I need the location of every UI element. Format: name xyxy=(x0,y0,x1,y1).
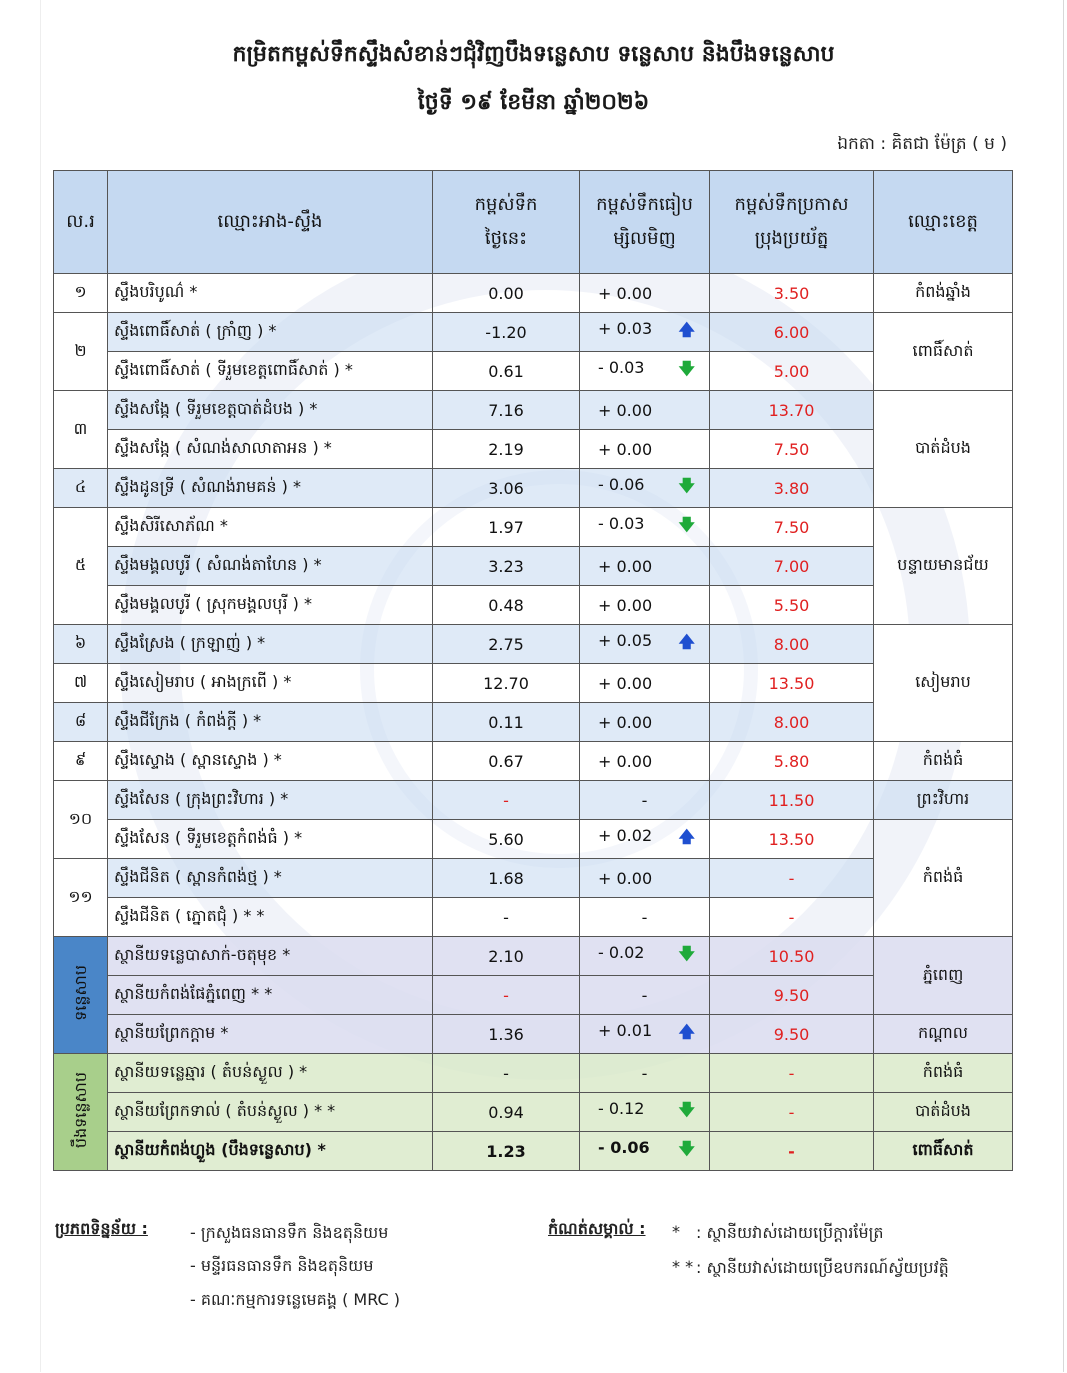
table-row xyxy=(54,1054,1013,1093)
tonle-sap-group-label: ទន្លេសាប xyxy=(54,937,108,1054)
group-no: ៥ xyxy=(54,508,108,625)
province-name: ភ្នំពេញ xyxy=(874,937,1013,1015)
alert-level: 9.50 xyxy=(710,1015,874,1054)
water-level-table xyxy=(53,170,1013,1171)
station-name: ស្ថានីយកំពង់ផែភ្នំពេញ * * xyxy=(108,976,433,1015)
alert-level: - xyxy=(710,898,874,937)
table-row xyxy=(54,898,1013,937)
table-row xyxy=(54,274,1013,313)
alert-level: 13.70 xyxy=(710,391,874,430)
alert-level: 7.50 xyxy=(710,430,874,469)
arrow-up-icon: 🡅 xyxy=(678,319,695,339)
table-row xyxy=(54,703,1013,742)
level-today: 2.19 xyxy=(433,430,580,469)
station-name: ស្ថានីយព្រែកទាល់ ( តំបន់ស្ងួល ) * * xyxy=(108,1093,433,1132)
level-change: - 0.12 🡇 xyxy=(580,1093,710,1132)
station-name: ស្ទឹងស្រែង ( ក្រឡាញ់ ) * xyxy=(108,625,433,664)
level-today: - xyxy=(433,781,580,820)
level-today: 1.23 xyxy=(433,1132,580,1171)
alert-level: 9.50 xyxy=(710,976,874,1015)
level-change: + 0.00 xyxy=(580,859,710,898)
source-item: - ក្រសួងធនធានទឹក និងឧតុនិយម xyxy=(190,1223,389,1242)
alert-level: 3.80 xyxy=(710,469,874,508)
level-today: 1.97 xyxy=(433,508,580,547)
station-name: ស្ទឹងសិរីសោភ័ណ * xyxy=(108,508,433,547)
alert-level: 6.00 xyxy=(710,313,874,352)
arrow-down-icon: 🡇 xyxy=(678,943,695,963)
level-today: -1.20 xyxy=(433,313,580,352)
level-today: 0.00 xyxy=(433,274,580,313)
table-row xyxy=(54,469,1013,508)
table-row xyxy=(54,547,1013,586)
station-name: ស្ថានីយទន្លេឆ្មារ ( តំបន់ស្ងួល ) * xyxy=(108,1054,433,1093)
group-no: ៩ xyxy=(54,742,108,781)
level-change: + 0.00 xyxy=(580,430,710,469)
province-name: បន្ទាយមានជ័យ xyxy=(874,508,1013,625)
level-change: - 0.06 🡇 xyxy=(580,1132,710,1171)
header-change: កម្ពស់ទឹកធៀប ម្សិលមិញ xyxy=(580,171,710,274)
province-name: ពោធិ៍សាត់ xyxy=(874,313,1013,391)
document-date: ថ្ងៃទី ១៩ ខែមីនា ឆ្នាំ២០២៦ xyxy=(417,90,650,115)
table-row xyxy=(54,1093,1013,1132)
province-name: កំពង់ធំ xyxy=(874,742,1013,781)
level-today: 2.75 xyxy=(433,625,580,664)
province-name: កំពង់ឆ្នាំង xyxy=(874,274,1013,313)
table-row xyxy=(54,664,1013,703)
level-today: 2.10 xyxy=(433,937,580,976)
alert-level: - xyxy=(710,1054,874,1093)
level-today: 12.70 xyxy=(433,664,580,703)
province-name: ព្រះវិហារ xyxy=(874,781,1013,820)
level-today: 1.36 xyxy=(433,1015,580,1054)
group-no: ៣ xyxy=(54,391,108,469)
alert-level: 5.80 xyxy=(710,742,874,781)
note-mark: * xyxy=(672,1222,680,1241)
level-today: 0.67 xyxy=(433,742,580,781)
note-text: : ស្ថានីយវាស់ដោយប្រើឧបករណ៍ស្វ័យប្រវត្តិ xyxy=(696,1258,949,1277)
alert-level: - xyxy=(710,859,874,898)
alert-level: - xyxy=(710,1093,874,1132)
note-mark: * * xyxy=(672,1257,694,1276)
alert-level: 8.00 xyxy=(710,625,874,664)
alert-level: 8.00 xyxy=(710,703,874,742)
arrow-down-icon: 🡇 xyxy=(678,475,695,495)
table-row xyxy=(54,859,1013,898)
level-change: - xyxy=(580,1054,710,1093)
header-province: ឈ្មោះខេត្ត xyxy=(874,171,1013,274)
level-change: + 0.00 xyxy=(580,664,710,703)
table-header-row xyxy=(54,171,1013,274)
level-today: - xyxy=(433,976,580,1015)
table-row xyxy=(54,820,1013,859)
group-no: ១ xyxy=(54,274,108,313)
group-no: ១០ xyxy=(54,781,108,859)
level-change: + 0.00 xyxy=(580,547,710,586)
level-change: + 0.00 xyxy=(580,742,710,781)
level-change: - 0.03 🡇 xyxy=(580,352,710,391)
province-name: បាត់ដំបង xyxy=(874,391,1013,508)
level-today: 0.48 xyxy=(433,586,580,625)
station-name: ស្ថានីយព្រែកក្ដាម * xyxy=(108,1015,433,1054)
table-row xyxy=(54,313,1013,352)
group-no: ១១ xyxy=(54,859,108,937)
group-no: ៤ xyxy=(54,469,108,508)
level-today: - xyxy=(433,1054,580,1093)
alert-level: - xyxy=(710,1132,874,1171)
station-name: ស្ទឹងពោធិ៍សាត់ ( ទីរួមខេត្តពោធិ៍សាត់ ) * xyxy=(108,352,433,391)
station-name: ស្ទឹងមង្គលបូរី ( សំណង់តាហែន ) * xyxy=(108,547,433,586)
station-name: ស្ទឹងបរិបូណ៌ * xyxy=(108,274,433,313)
alert-level: 13.50 xyxy=(710,820,874,859)
province-name: កំពង់ធំ xyxy=(874,820,1013,937)
alert-level: 5.50 xyxy=(710,586,874,625)
alert-level: 11.50 xyxy=(710,781,874,820)
table-row xyxy=(54,781,1013,820)
level-change: - xyxy=(580,976,710,1015)
table-row xyxy=(54,586,1013,625)
unit-label: ឯកតា : គិតជា ម៉ែត្រ ( ម ) xyxy=(837,134,1007,154)
station-name: ស្ទឹងសង្កែ ( សំណង់សាលាតាអន ) * xyxy=(108,430,433,469)
level-today: 1.68 xyxy=(433,859,580,898)
table-row xyxy=(54,625,1013,664)
table-row xyxy=(54,976,1013,1015)
arrow-up-icon: 🡅 xyxy=(678,1021,695,1041)
note-text: : ស្ថានីយវាស់ដោយប្រើក្ដារម៉ែត្រ xyxy=(696,1223,884,1242)
level-change: - xyxy=(580,781,710,820)
table-row xyxy=(54,352,1013,391)
province-name: បាត់ដំបង xyxy=(874,1093,1013,1132)
level-today: - xyxy=(433,898,580,937)
level-change: - xyxy=(580,898,710,937)
header-alert: កម្ពស់ទឹកប្រកាស ប្រុងប្រយ័ត្ន xyxy=(710,171,874,274)
table-row xyxy=(54,742,1013,781)
station-name: ស្ទឹងសែន ( ក្រុងព្រះវិហារ ) * xyxy=(108,781,433,820)
table-row xyxy=(54,1132,1013,1171)
level-change: + 0.00 xyxy=(580,586,710,625)
alert-level: 7.50 xyxy=(710,508,874,547)
station-name: ស្ទឹងពោធិ៍សាត់ ( ក្រាំញ ) * xyxy=(108,313,433,352)
station-name: ស្ទឹងសែន ( ទីរួមខេត្តកំពង់ធំ ) * xyxy=(108,820,433,859)
level-today: 0.94 xyxy=(433,1093,580,1132)
level-today: 0.61 xyxy=(433,352,580,391)
level-change: - 0.06 🡇 xyxy=(580,469,710,508)
alert-level: 7.00 xyxy=(710,547,874,586)
alert-level: 13.50 xyxy=(710,664,874,703)
station-name: ស្ទឹងស្ទោង ( ស្ពានស្ទោង ) * xyxy=(108,742,433,781)
arrow-up-icon: 🡅 xyxy=(678,826,695,846)
level-change: + 0.00 xyxy=(580,703,710,742)
station-name: ស្ថានីយកំពង់ហ្លួង (បឹងទន្លេសាប) * xyxy=(108,1132,433,1171)
table-row xyxy=(54,1015,1013,1054)
group-no: ៨ xyxy=(54,703,108,742)
level-change: + 0.01 🡅 xyxy=(580,1015,710,1054)
arrow-down-icon: 🡇 xyxy=(678,514,695,534)
station-name: ស្ទឹងជីក្រែង ( កំពង់ក្ដី ) * xyxy=(108,703,433,742)
group-no: ៧ xyxy=(54,664,108,703)
source-item: - គណៈកម្មការទន្លេមេគង្គ ( MRC ) xyxy=(190,1290,401,1309)
province-name: កណ្ដាល xyxy=(874,1015,1013,1054)
alert-level: 3.50 xyxy=(710,274,874,313)
level-today: 5.60 xyxy=(433,820,580,859)
header-name: ឈ្មោះអាង-ស្ទឹង xyxy=(108,171,433,274)
lake-group-label: បឹងទន្លេសាប xyxy=(54,1054,108,1171)
source-label: ប្រភពទិន្នន័យ : xyxy=(55,1219,148,1238)
province-name: កំពង់ធំ xyxy=(874,1054,1013,1093)
level-change: - 0.02 🡇 xyxy=(580,937,710,976)
level-change: + 0.03 🡅 xyxy=(580,313,710,352)
source-item: - មន្ទីរធនធានទឹក និងឧតុនិយម xyxy=(190,1256,374,1275)
table-row xyxy=(54,937,1013,976)
alert-level: 5.00 xyxy=(710,352,874,391)
arrow-down-icon: 🡇 xyxy=(678,358,695,378)
level-today: 3.23 xyxy=(433,547,580,586)
station-name: ស្ទឹងមង្គលបូរី ( ស្រុកមង្គលបុរី ) * xyxy=(108,586,433,625)
station-name: ស្ទឹងសៀមរាប ( អាងក្រពើ ) * xyxy=(108,664,433,703)
station-name: ស្ថានីយទន្លេបាសាក់-ចតុមុខ * xyxy=(108,937,433,976)
document-title: កម្រិតកម្ពស់ទឹកស្ទឹងសំខាន់ៗជុំវិញបឹងទន្លេសាប ទន្លេសាប និងបឹងទន្លេសាប xyxy=(232,42,835,67)
level-change: - 0.03 🡇 xyxy=(580,508,710,547)
station-name: ស្ទឹងសង្កែ ( ទីរួមខេត្តបាត់ដំបង ) * xyxy=(108,391,433,430)
level-change: + 0.00 xyxy=(580,391,710,430)
level-today: 7.16 xyxy=(433,391,580,430)
notes-label: កំណត់សម្គាល់ : xyxy=(548,1219,646,1238)
province-name: សៀមរាប xyxy=(874,625,1013,742)
level-today: 0.11 xyxy=(433,703,580,742)
table-row xyxy=(54,508,1013,547)
province-name: ពោធិ៍សាត់ xyxy=(874,1132,1013,1171)
level-change: + 0.02 🡅 xyxy=(580,820,710,859)
arrow-up-icon: 🡅 xyxy=(678,631,695,651)
group-no: ៦ xyxy=(54,625,108,664)
header-level: កម្ពស់ទឹក ថ្ងៃនេះ xyxy=(433,171,580,274)
station-name: ស្ទឹងជីនិត ( ភ្នោតជុំ ) * * xyxy=(108,898,433,937)
table-row xyxy=(54,430,1013,469)
level-change: + 0.05 🡅 xyxy=(580,625,710,664)
header-no: ល.រ xyxy=(54,171,108,274)
station-name: ស្ទឹងដូនទ្រី ( សំណង់រាមគន់ ) * xyxy=(108,469,433,508)
level-change: + 0.00 xyxy=(580,274,710,313)
level-today: 3.06 xyxy=(433,469,580,508)
arrow-down-icon: 🡇 xyxy=(678,1099,695,1119)
group-no: ២ xyxy=(54,313,108,391)
arrow-down-icon: 🡇 xyxy=(678,1138,695,1158)
table-row xyxy=(54,391,1013,430)
station-name: ស្ទឹងជីនិត ( ស្ពានកំពង់ថ្ម ) * xyxy=(108,859,433,898)
alert-level: 10.50 xyxy=(710,937,874,976)
